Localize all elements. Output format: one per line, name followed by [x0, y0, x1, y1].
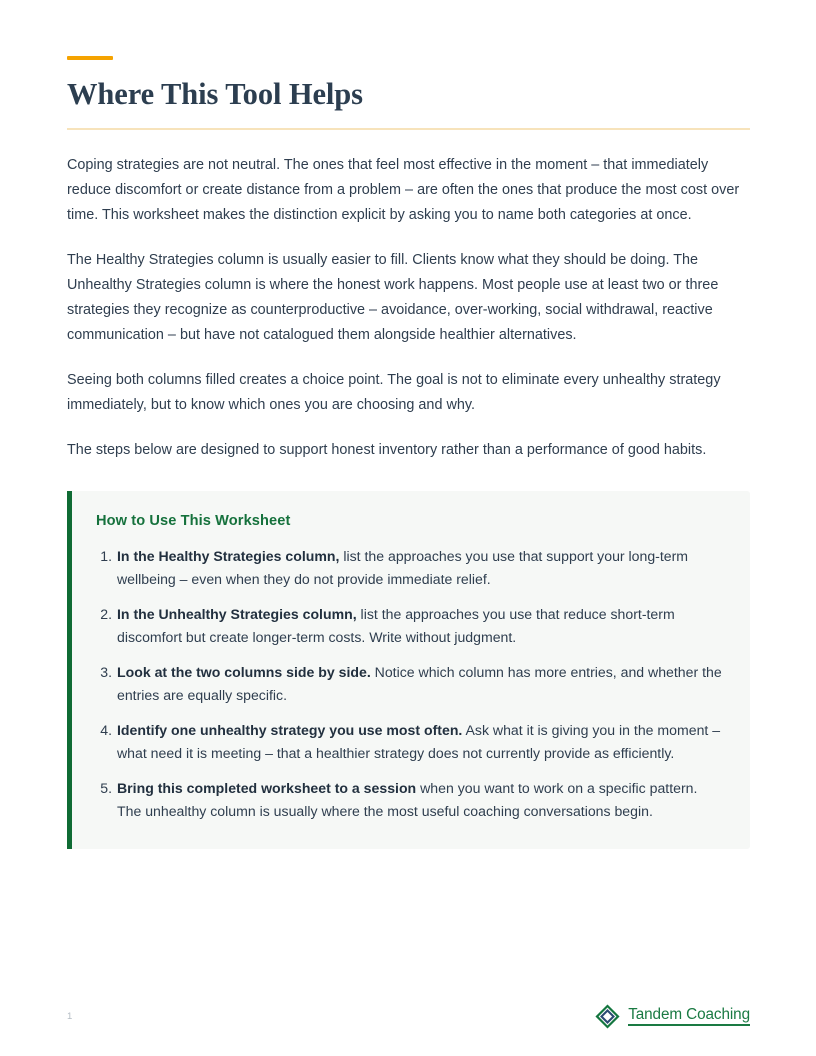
step-lead: Identify one unhealthy strategy you use most often.: [117, 722, 463, 739]
step-lead: Look at the two columns side by side.: [117, 664, 371, 681]
page-number: 1: [67, 1011, 73, 1022]
step-lead: In the Healthy Strategies column,: [117, 548, 340, 565]
step-text: when you want to work on a specific pattern. The unhealthy column is usually where the most useful coaching conversations begin.: [117, 780, 698, 820]
list-item: [96, 533, 724, 591]
diamond-logo-icon: [595, 1004, 620, 1029]
list-item: [96, 591, 724, 649]
body-paragraph: Coping strategies are not neutral. The ones that feel most effective in the moment – that immediately reduce discomfort or create distance from a problem – are often the ones that produce the most cost over time. This worksheet makes the distinction explicit by asking you to name both categories at once.: [67, 157, 740, 224]
page-footer: [67, 1004, 750, 1036]
step-text: Ask what it is giving you in the moment – what need it is meeting – that a healthier strategy does not currently provide as efficiently.: [117, 722, 721, 762]
step-text: list the approaches you use that support your long-term wellbeing – even when they do not provide immediate relief.: [117, 548, 689, 588]
steps-list: [96, 533, 724, 823]
step-lead: Bring this completed worksheet to a session: [117, 780, 417, 797]
callout-title: How to Use This Worksheet: [96, 513, 291, 530]
body-paragraph: The steps below are designed to support honest inventory rather than a performance of good habits.: [67, 442, 707, 459]
step-lead: In the Unhealthy Strategies column,: [117, 606, 357, 623]
body-paragraph: The Healthy Strategies column is usually easier to fill. Clients know what they should be doing. The Unhealthy Strategies column is where the honest work happens. Most people use at least two or three strategies they recognize as counterproductive – avoidance, over-working, social withdrawal, reactive communication – but have not catalogued them alongside healthier alternatives.: [67, 252, 719, 344]
page-content: [67, 0, 750, 849]
body-paragraph: Seeing both columns filled creates a choice point. The goal is not to eliminate every unhealthy strategy immediately, but to know which ones you are choosing and why.: [67, 372, 721, 414]
orange-accent-bar: [67, 56, 113, 60]
brand-name: Tandem Coaching: [628, 1007, 750, 1027]
how-to-use-callout: [67, 491, 750, 849]
page-title: Where This Tool Helps: [67, 77, 363, 111]
step-text: Notice which column has more entries, and whether the entries are equally specific.: [117, 664, 722, 704]
list-item: [96, 649, 724, 707]
list-item: [96, 765, 724, 823]
step-text: list the approaches you use that reduce short-term discomfort but create longer-term costs. Write without judgment.: [117, 606, 675, 646]
brand-logo: [595, 1004, 750, 1029]
list-item: [96, 707, 724, 765]
